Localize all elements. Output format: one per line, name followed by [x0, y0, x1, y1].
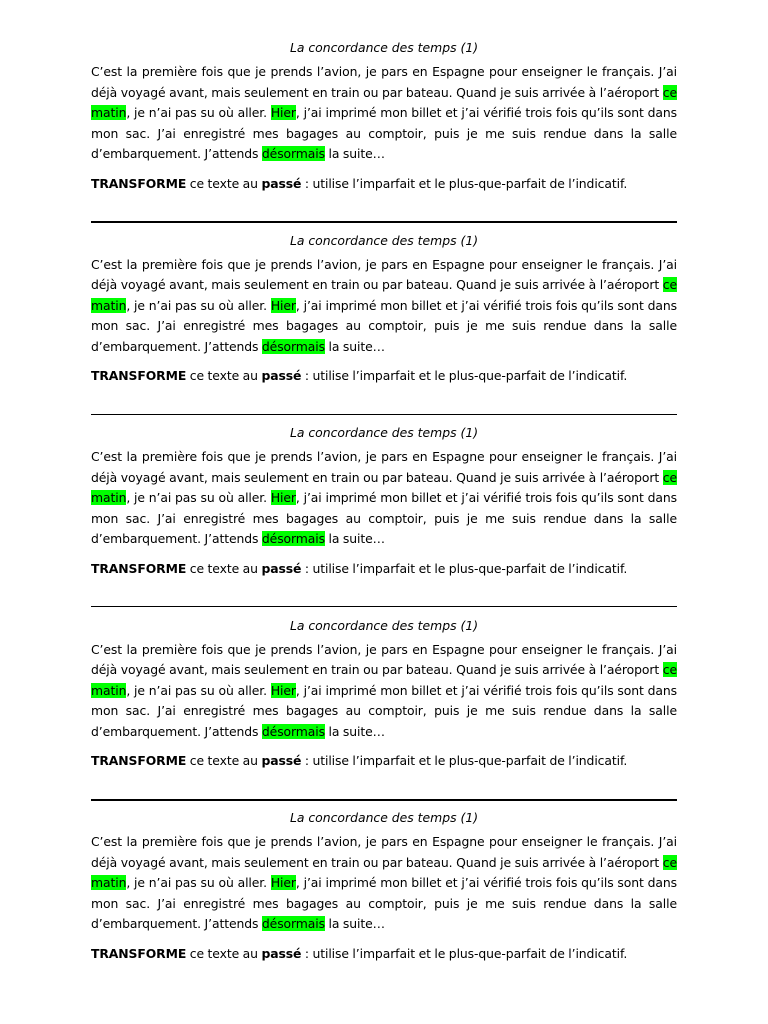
instruction-text: ce texte au [186, 945, 262, 961]
paragraph-text: , je n’ai pas su où aller. [126, 105, 271, 121]
instruction-bold: passé [261, 753, 302, 769]
paragraph-text: , j’ai imprimé mon billet et j’ai vérifié trois fois qu’ils sont dans mon sac. J’ai enregistré mes bagages au comptoir, puis je me suis rendue dans la salle d’embarquement. J’attends [91, 490, 677, 547]
separator-line [91, 414, 677, 415]
exercise-instruction [91, 751, 677, 771]
exercise-instruction [91, 174, 677, 194]
instruction-text: : utilise l’imparfait et le plus-que-parfait de l’indicatif. [301, 175, 628, 191]
exercise-instruction [91, 559, 677, 579]
highlighted-word: Hier [270, 682, 296, 698]
paragraph-text: , j’ai imprimé mon billet et j’ai vérifié trois fois qu’ils sont dans mon sac. J’ai enregistré mes bagages au comptoir, puis je me suis rendue dans la salle d’embarquement. J’attends [91, 875, 677, 932]
instruction-bold: passé [261, 945, 302, 961]
highlighted-word: ce matin [91, 662, 677, 698]
instruction-bold: passé [261, 175, 302, 191]
exercise-paragraph [91, 62, 677, 165]
highlighted-word: Hier [270, 297, 296, 313]
instruction-text: : utilise l’imparfait et le plus-que-parfait de l’indicatif. [301, 560, 628, 576]
highlighted-word: Hier [270, 875, 296, 891]
instruction-text: : utilise l’imparfait et le plus-que-parfait de l’indicatif. [301, 368, 628, 384]
paragraph-text: , je n’ai pas su où aller. [126, 490, 271, 506]
paragraph-text: , je n’ai pas su où aller. [126, 297, 271, 313]
highlighted-word: ce matin [91, 854, 677, 891]
exercise-block-1 [91, 38, 677, 231]
instruction-bold: passé [261, 368, 302, 384]
separator-line [91, 221, 677, 223]
separator-line [91, 606, 677, 607]
instruction-text: ce texte au [186, 368, 262, 384]
paragraph-text: , j’ai imprimé mon billet et j’ai vérifié trois fois qu’ils sont dans mon sac. J’ai enregistré mes bagages au comptoir, puis je me suis rendue dans la salle d’embarquement. J’attends [91, 682, 677, 739]
highlighted-word: désormais [261, 338, 325, 354]
paragraph-text: C’est la première fois que je prends l’avion, je pars en Espagne pour enseigner le français. J’ai déjà voyagé avant, mais seulement en train ou par bateau. Quand je suis arrivée à l’aéroport [91, 64, 677, 100]
highlighted-word: désormais [261, 916, 325, 932]
exercise-instruction [91, 366, 677, 386]
paragraph-text: , j’ai imprimé mon billet et j’ai vérifié trois fois qu’ils sont dans mon sac. J’ai enregistré mes bagages au comptoir, puis je me suis rendue dans la salle d’embarquement. J’attends [91, 105, 677, 162]
paragraph-text: la suite… [324, 338, 385, 354]
instruction-text: ce texte au [186, 560, 262, 576]
instruction-text: : utilise l’imparfait et le plus-que-parfait de l’indicatif. [301, 945, 628, 961]
exercise-title: La concordance des temps (1) [289, 40, 479, 55]
instruction-bold: TRANSFORME [91, 753, 187, 769]
exercise-block-2 [91, 231, 677, 424]
exercise-block-5 [91, 808, 677, 1001]
paragraph-text: C’est la première fois que je prends l’avion, je pars en Espagne pour enseigner le français. J’ai déjà voyagé avant, mais seulement en train ou par bateau. Quand je suis arrivée à l’aéroport [91, 256, 677, 293]
paragraph-text: la suite… [324, 146, 385, 162]
paragraph-text: , je n’ai pas su où aller. [126, 682, 271, 698]
exercise-title: La concordance des temps (1) [289, 232, 479, 248]
exercise-paragraph [91, 255, 677, 358]
paragraph-text: la suite… [324, 723, 385, 739]
exercise-paragraph [91, 832, 677, 935]
highlighted-word: désormais [261, 723, 325, 739]
paragraph-text: C’est la première fois que je prends l’avion, je pars en Espagne pour enseigner le français. J’ai déjà voyagé avant, mais seulement en train ou par bateau. Quand je suis arrivée à l’aéroport [91, 449, 677, 485]
paragraph-text: la suite… [324, 916, 385, 932]
exercise-block-3 [91, 423, 677, 616]
highlighted-word: ce matin [91, 277, 677, 313]
exercise-instruction [91, 944, 677, 964]
paragraph-text: la suite… [324, 531, 385, 547]
instruction-text: ce texte au [186, 175, 262, 191]
paragraph-text: , je n’ai pas su où aller. [126, 875, 271, 891]
exercise-paragraph [91, 447, 677, 550]
highlighted-word: ce matin [91, 469, 677, 506]
instruction-text: : utilise l’imparfait et le plus-que-parfait de l’indicatif. [301, 753, 628, 769]
exercise-block-4 [91, 616, 677, 809]
highlighted-word: désormais [261, 531, 325, 547]
separator-line [91, 799, 677, 801]
exercise-title: La concordance des temps (1) [289, 810, 479, 825]
instruction-bold: TRANSFORME [91, 560, 187, 576]
instruction-bold: TRANSFORME [91, 175, 187, 191]
highlighted-word: Hier [270, 490, 296, 506]
instruction-bold: passé [261, 560, 302, 576]
exercise-title: La concordance des temps (1) [289, 425, 479, 440]
instruction-text: ce texte au [186, 753, 262, 769]
worksheet-page [91, 38, 677, 1001]
instruction-bold: TRANSFORME [91, 945, 187, 961]
exercise-title: La concordance des temps (1) [289, 617, 479, 633]
exercise-paragraph [91, 640, 677, 743]
paragraph-text: C’est la première fois que je prends l’avion, je pars en Espagne pour enseigner le français. J’ai déjà voyagé avant, mais seulement en train ou par bateau. Quand je suis arrivée à l’aéroport [91, 641, 677, 678]
highlighted-word: ce matin [91, 84, 677, 121]
paragraph-text: , j’ai imprimé mon billet et j’ai vérifié trois fois qu’ils sont dans mon sac. J’ai enregistré mes bagages au comptoir, puis je me suis rendue dans la salle d’embarquement. J’attends [91, 297, 677, 354]
highlighted-word: désormais [261, 146, 325, 162]
paragraph-text: C’est la première fois que je prends l’avion, je pars en Espagne pour enseigner le français. J’ai déjà voyagé avant, mais seulement en train ou par bateau. Quand je suis arrivée à l’aéroport [91, 834, 677, 870]
instruction-bold: TRANSFORME [91, 368, 187, 384]
highlighted-word: Hier [270, 105, 296, 121]
